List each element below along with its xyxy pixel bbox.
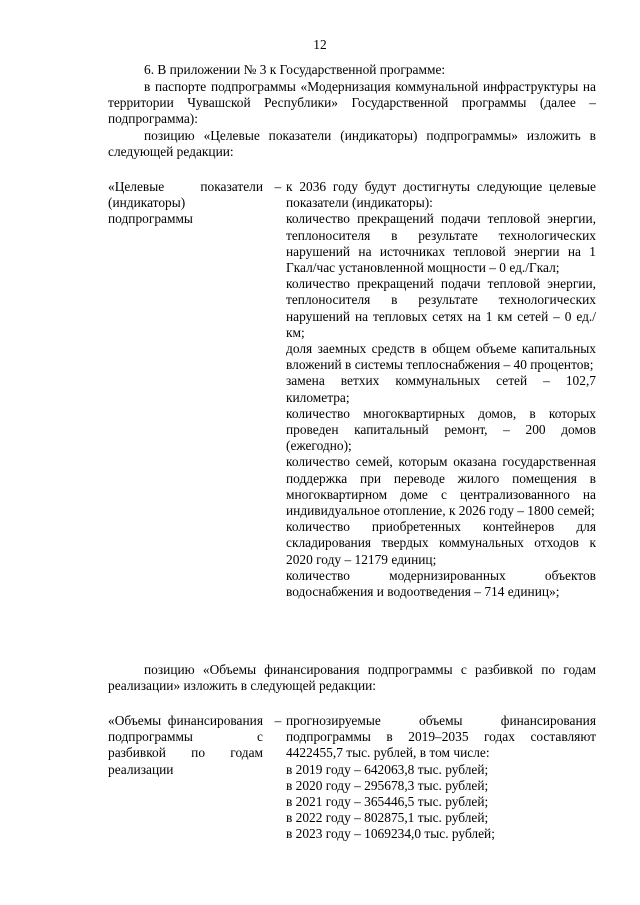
financing-dash: – <box>274 713 282 728</box>
page-number: 12 <box>313 37 327 52</box>
target-item: количество семей, которым оказана государственная поддержка при переводе жилого помещения в многоквартирном доме с централизованного на индивидуальное отопление, к 2026 году – 1800 семей; <box>286 454 596 519</box>
item-6-heading: 6. В приложении № 3 к Государственной программе: <box>144 62 446 77</box>
target-item: количество прекращений подачи тепловой энергии, теплоносителя в результате технологических нарушений на источниках тепловой энергии на 1 Гкал/час установленной мощности – 0 ед./Гкал; <box>286 211 596 276</box>
position-targets-paragraph: позицию «Целевые показатели (индикаторы) подпрограммы» изложить в следующей редакции: <box>108 128 596 160</box>
target-item: доля заемных средств в общем объеме капитальных вложений в системы теплоснабжения – 40 процентов; <box>286 341 596 373</box>
financing-label: «Объемы финансирования подпрограммы с разбивкой по годам реализации <box>108 713 263 777</box>
financing-value <box>286 713 596 843</box>
target-item: количество модернизированных объектов водоснабжения и водоотведения – 714 единиц»; <box>286 567 596 600</box>
target-item: количество прекращений подачи тепловой энергии, теплоносителя в результате технологических нарушений на тепловых сетях на 1 км сетей – 0 ед./км; <box>286 276 596 340</box>
financing-year: в 2020 году – 295678,3 тыс. рублей; <box>286 777 489 793</box>
targets-dash: – <box>274 179 282 194</box>
target-item: замена ветхих коммунальных сетей – 102,7 километра; <box>286 373 596 405</box>
targets-value <box>286 179 596 600</box>
financing-year: в 2023 году – 1069234,0 тыс. рублей; <box>286 826 495 842</box>
target-item: количество многоквартирных домов, в которых проведен капитальный ремонт, – 200 домов (ежегодно); <box>286 405 596 454</box>
position-financing-paragraph: позицию «Объемы финансирования подпрограммы с разбивкой по годам реализации» изложить в следующей редакции: <box>108 662 596 694</box>
target-item: количество приобретенных контейнеров для складирования твердых коммунальных отходов к 2020 году – 12179 единиц; <box>286 519 596 567</box>
targets-label: «Целевые показатели (индикаторы) подпрограммы <box>108 179 263 227</box>
passport-paragraph: в паспорте подпрограммы «Модернизация коммунальной инфраструктуры на территории Чувашской Республики» Государственной программы (далее – подпрограмма): <box>108 79 596 127</box>
financing-year: в 2021 году – 365446,5 тыс. рублей; <box>286 794 489 810</box>
financing-year: в 2019 году – 642063,8 тыс. рублей; <box>286 761 489 777</box>
financing-intro: прогнозируемые объемы финансирования подпрограммы в 2019–2035 годах составляют 4422455,7 тыс. рублей, в том числе: <box>286 713 596 761</box>
financing-year: в 2022 году – 802875,1 тыс. рублей; <box>286 810 489 826</box>
target-item: к 2036 году будут достигнуты следующие целевые показатели (индикаторы): <box>286 179 596 211</box>
